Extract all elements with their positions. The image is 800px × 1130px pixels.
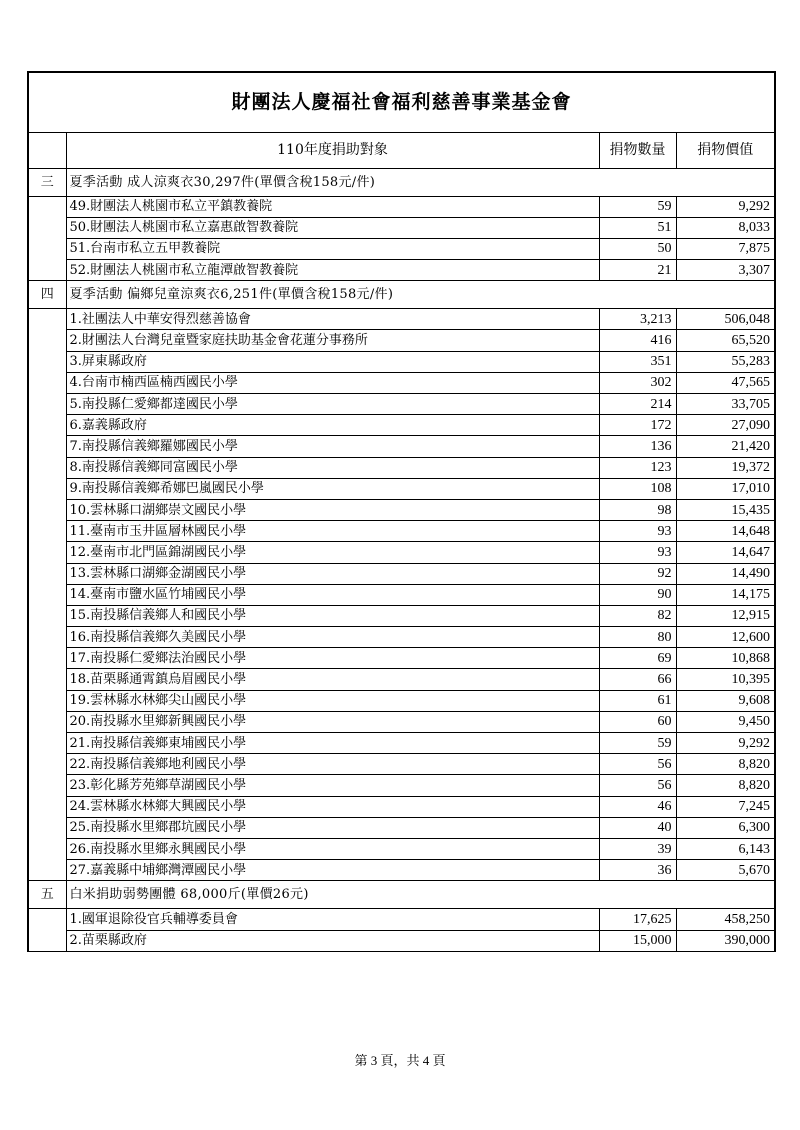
donation-value: 33,705 xyxy=(676,394,775,415)
donation-quantity: 61 xyxy=(599,690,676,711)
header-target: 110年度捐助對象 xyxy=(66,132,599,168)
header-quantity: 捐物數量 xyxy=(599,132,676,168)
recipient-name: 25.南投縣水里鄉郡坑國民小學 xyxy=(66,817,599,838)
donation-quantity: 17,625 xyxy=(599,909,676,930)
donation-quantity: 214 xyxy=(599,394,676,415)
row-blank-cell xyxy=(28,669,66,690)
table-row xyxy=(28,542,775,563)
donation-value: 9,608 xyxy=(676,690,775,711)
recipient-name: 17.南投縣仁愛鄉法治國民小學 xyxy=(66,648,599,669)
table-row xyxy=(28,860,775,881)
recipient-name: 22.南投縣信義鄉地利國民小學 xyxy=(66,754,599,775)
row-blank-cell xyxy=(28,817,66,838)
donation-quantity: 82 xyxy=(599,605,676,626)
donation-value: 27,090 xyxy=(676,415,775,436)
page-footer: 第 3 頁，共 4 頁 xyxy=(354,1053,446,1068)
donation-quantity: 93 xyxy=(599,521,676,542)
donation-value: 7,875 xyxy=(676,238,775,259)
donation-value: 506,048 xyxy=(676,309,775,330)
table-row xyxy=(28,648,775,669)
row-blank-cell xyxy=(28,627,66,648)
table-row xyxy=(28,838,775,859)
donation-value: 8,820 xyxy=(676,754,775,775)
donation-quantity: 172 xyxy=(599,415,676,436)
donation-quantity: 66 xyxy=(599,669,676,690)
donation-value: 7,245 xyxy=(676,796,775,817)
table-row xyxy=(28,238,775,259)
recipient-name: 49.財團法人桃園市私立平鎮教養院 xyxy=(66,196,599,217)
row-blank-cell xyxy=(28,415,66,436)
section-number: 三 xyxy=(28,168,66,196)
recipient-name: 24.雲林縣水林鄉大興國民小學 xyxy=(66,796,599,817)
section-row xyxy=(28,281,775,309)
table-row xyxy=(28,330,775,351)
donation-value: 6,300 xyxy=(676,817,775,838)
donation-value: 19,372 xyxy=(676,457,775,478)
donation-quantity: 3,213 xyxy=(599,309,676,330)
recipient-name: 51.台南市私立五甲教養院 xyxy=(66,238,599,259)
donation-quantity: 108 xyxy=(599,478,676,499)
row-blank-cell xyxy=(28,605,66,626)
recipient-name: 8.南投縣信義鄉同富國民小學 xyxy=(66,457,599,478)
row-blank-cell xyxy=(28,733,66,754)
recipient-name: 12.臺南市北門區錦湖國民小學 xyxy=(66,542,599,563)
row-blank-cell xyxy=(28,521,66,542)
table-row xyxy=(28,217,775,238)
table-row xyxy=(28,733,775,754)
row-blank-cell xyxy=(28,436,66,457)
donation-value: 14,175 xyxy=(676,584,775,605)
row-blank-cell xyxy=(28,860,66,881)
donation-quantity: 39 xyxy=(599,838,676,859)
recipient-name: 10.雲林縣口湖鄉崇文國民小學 xyxy=(66,499,599,520)
recipient-name: 1.國軍退除役官兵輔導委員會 xyxy=(66,909,599,930)
row-blank-cell xyxy=(28,330,66,351)
donation-quantity: 50 xyxy=(599,238,676,259)
donation-quantity: 98 xyxy=(599,499,676,520)
recipient-name: 18.苗栗縣通霄鎮烏眉國民小學 xyxy=(66,669,599,690)
table-row xyxy=(28,690,775,711)
donation-value: 9,292 xyxy=(676,733,775,754)
section-number: 五 xyxy=(28,881,66,909)
donation-value: 8,033 xyxy=(676,217,775,238)
table-row xyxy=(28,309,775,330)
row-blank-cell xyxy=(28,648,66,669)
donation-quantity: 123 xyxy=(599,457,676,478)
row-blank-cell xyxy=(28,838,66,859)
table-row xyxy=(28,436,775,457)
donation-value: 10,395 xyxy=(676,669,775,690)
table-row xyxy=(28,372,775,393)
donation-table xyxy=(27,71,776,952)
donation-value: 17,010 xyxy=(676,478,775,499)
row-blank-cell xyxy=(28,394,66,415)
donation-quantity: 302 xyxy=(599,372,676,393)
donation-quantity: 59 xyxy=(599,196,676,217)
donation-value: 9,450 xyxy=(676,711,775,732)
table-row xyxy=(28,196,775,217)
recipient-name: 1.社團法人中華安得烈慈善協會 xyxy=(66,309,599,330)
donation-quantity: 56 xyxy=(599,775,676,796)
table-row xyxy=(28,930,775,951)
document-title: 財團法人慶福社會福利慈善事業基金會 xyxy=(28,72,775,132)
table-row xyxy=(28,563,775,584)
donation-value: 12,600 xyxy=(676,627,775,648)
row-blank-cell xyxy=(28,499,66,520)
table-row xyxy=(28,478,775,499)
recipient-name: 26.南投縣水里鄉永興國民小學 xyxy=(66,838,599,859)
recipient-name: 5.南投縣仁愛鄉都達國民小學 xyxy=(66,394,599,415)
donation-value: 3,307 xyxy=(676,260,775,281)
donation-value: 14,647 xyxy=(676,542,775,563)
donation-value: 12,915 xyxy=(676,605,775,626)
table-row xyxy=(28,605,775,626)
table-row xyxy=(28,394,775,415)
recipient-name: 13.雲林縣口湖鄉金湖國民小學 xyxy=(66,563,599,584)
donation-quantity: 46 xyxy=(599,796,676,817)
donation-quantity: 93 xyxy=(599,542,676,563)
recipient-name: 11.臺南市玉井區層林國民小學 xyxy=(66,521,599,542)
table-row xyxy=(28,775,775,796)
recipient-name: 4.台南市楠西區楠西國民小學 xyxy=(66,372,599,393)
recipient-name: 20.南投縣水里鄉新興國民小學 xyxy=(66,711,599,732)
table-row xyxy=(28,351,775,372)
table-row xyxy=(28,627,775,648)
header-value: 捐物價值 xyxy=(676,132,775,168)
recipient-name: 14.臺南市鹽水區竹埔國民小學 xyxy=(66,584,599,605)
donation-quantity: 51 xyxy=(599,217,676,238)
section-row xyxy=(28,168,775,196)
donation-quantity: 416 xyxy=(599,330,676,351)
recipient-name: 23.彰化縣芳苑鄉草湖國民小學 xyxy=(66,775,599,796)
recipient-name: 27.嘉義縣中埔鄉灣潭國民小學 xyxy=(66,860,599,881)
donation-quantity: 136 xyxy=(599,436,676,457)
donation-value: 458,250 xyxy=(676,909,775,930)
donation-quantity: 92 xyxy=(599,563,676,584)
recipient-name: 21.南投縣信義鄉東埔國民小學 xyxy=(66,733,599,754)
donation-value: 55,283 xyxy=(676,351,775,372)
donation-quantity: 69 xyxy=(599,648,676,669)
section-heading: 白米捐助弱勢團體 68,000斤(單價26元) xyxy=(66,881,775,909)
donation-value: 14,490 xyxy=(676,563,775,584)
recipient-name: 7.南投縣信義鄉羅娜國民小學 xyxy=(66,436,599,457)
donation-quantity: 21 xyxy=(599,260,676,281)
donation-quantity: 90 xyxy=(599,584,676,605)
row-blank-cell xyxy=(28,217,66,238)
donation-quantity: 15,000 xyxy=(599,930,676,951)
donation-quantity: 56 xyxy=(599,754,676,775)
section-heading: 夏季活動 成人涼爽衣30,297件(單價含稅158元/件) xyxy=(66,168,775,196)
table-row xyxy=(28,521,775,542)
recipient-name: 6.嘉義縣政府 xyxy=(66,415,599,436)
row-blank-cell xyxy=(28,775,66,796)
table-row xyxy=(28,415,775,436)
donation-quantity: 60 xyxy=(599,711,676,732)
donation-value: 5,670 xyxy=(676,860,775,881)
recipient-name: 15.南投縣信義鄉人和國民小學 xyxy=(66,605,599,626)
section-row xyxy=(28,881,775,909)
table-row xyxy=(28,260,775,281)
recipient-name: 50.財團法人桃園市私立嘉惠啟智教養院 xyxy=(66,217,599,238)
donation-quantity: 59 xyxy=(599,733,676,754)
row-blank-cell xyxy=(28,563,66,584)
recipient-name: 2.苗栗縣政府 xyxy=(66,930,599,951)
title-row xyxy=(28,72,775,132)
donation-value: 6,143 xyxy=(676,838,775,859)
table-row xyxy=(28,817,775,838)
recipient-name: 19.雲林縣水林鄉尖山國民小學 xyxy=(66,690,599,711)
row-blank-cell xyxy=(28,930,66,951)
donation-value: 9,292 xyxy=(676,196,775,217)
donation-value: 8,820 xyxy=(676,775,775,796)
table-row xyxy=(28,499,775,520)
section-heading: 夏季活動 偏鄉兒童涼爽衣6,251件(單價含稅158元/件) xyxy=(66,281,775,309)
row-blank-cell xyxy=(28,584,66,605)
donation-value: 47,565 xyxy=(676,372,775,393)
table-row xyxy=(28,669,775,690)
donation-value: 65,520 xyxy=(676,330,775,351)
row-blank-cell xyxy=(28,351,66,372)
row-blank-cell xyxy=(28,478,66,499)
table-row xyxy=(28,796,775,817)
row-blank-cell xyxy=(28,690,66,711)
row-blank-cell xyxy=(28,457,66,478)
table-row xyxy=(28,754,775,775)
table-row xyxy=(28,909,775,930)
row-blank-cell xyxy=(28,754,66,775)
header-blank xyxy=(28,132,66,168)
donation-value: 390,000 xyxy=(676,930,775,951)
row-blank-cell xyxy=(28,260,66,281)
row-blank-cell xyxy=(28,309,66,330)
recipient-name: 52.財團法人桃園市私立龍潭啟智教養院 xyxy=(66,260,599,281)
row-blank-cell xyxy=(28,372,66,393)
recipient-name: 2.財團法人台灣兒童暨家庭扶助基金會花蓮分事務所 xyxy=(66,330,599,351)
section-number: 四 xyxy=(28,281,66,309)
recipient-name: 3.屏東縣政府 xyxy=(66,351,599,372)
donation-quantity: 80 xyxy=(599,627,676,648)
donation-quantity: 40 xyxy=(599,817,676,838)
recipient-name: 16.南投縣信義鄉久美國民小學 xyxy=(66,627,599,648)
donation-quantity: 36 xyxy=(599,860,676,881)
table-row xyxy=(28,711,775,732)
row-blank-cell xyxy=(28,796,66,817)
donation-value: 10,868 xyxy=(676,648,775,669)
row-blank-cell xyxy=(28,542,66,563)
donation-value: 15,435 xyxy=(676,499,775,520)
donation-value: 21,420 xyxy=(676,436,775,457)
recipient-name: 9.南投縣信義鄉希娜巴嵐國民小學 xyxy=(66,478,599,499)
row-blank-cell xyxy=(28,711,66,732)
table-row xyxy=(28,457,775,478)
donation-quantity: 351 xyxy=(599,351,676,372)
row-blank-cell xyxy=(28,238,66,259)
donation-value: 14,648 xyxy=(676,521,775,542)
row-blank-cell xyxy=(28,196,66,217)
table-row xyxy=(28,584,775,605)
header-row xyxy=(28,132,775,168)
row-blank-cell xyxy=(28,909,66,930)
